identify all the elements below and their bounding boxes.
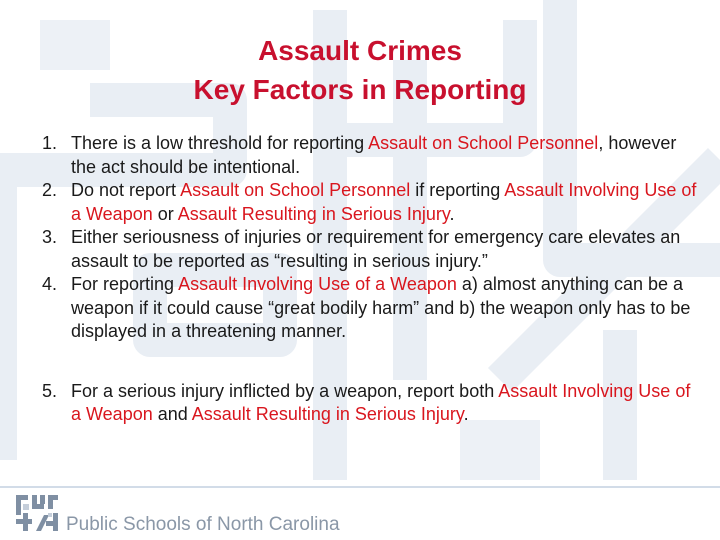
title-line-2: Key Factors in Reporting [193, 74, 527, 105]
crime-category-term: Assault Resulting in Serious Injury [177, 203, 450, 224]
list-item-number: 1. [42, 133, 58, 153]
key-factors-list [42, 132, 702, 427]
nc-public-schools-logo-icon [14, 493, 60, 533]
list-item-text: . [463, 404, 469, 424]
list-item-text: There is a low threshold for reporting [71, 133, 369, 153]
list-item-text: Do not report [71, 180, 181, 200]
list-item-number: 4. [42, 274, 58, 294]
title-line-1: Assault Crimes [258, 35, 462, 66]
list-item-text: if reporting [410, 180, 505, 200]
list-item-text: and [152, 404, 192, 424]
list-item [42, 132, 702, 179]
footer-divider [0, 486, 720, 488]
footer-org-name: Public Schools of North Carolina [66, 514, 340, 535]
crime-category-term: Assault on School Personnel [368, 133, 599, 153]
crime-category-term: Assault on School Personnel [180, 180, 411, 200]
list-item-text: or [152, 203, 178, 224]
list-item-number: 3. [42, 227, 58, 247]
list-item-text: , however the act should be intentional. [71, 133, 677, 177]
list-item-text: a) almost anything can be a weapon if it could cause “great bodily harm” and b) the weapon only has to be displayed in a threatening manner. [71, 274, 691, 341]
list-item-text: For a serious injury inflicted by a weapon, report both [71, 380, 499, 401]
list-item-text: Either seriousness of injuries or requirement for emergency care elevates an assault to be reported as “resulting in serious injury.” [71, 227, 681, 271]
crime-category-term: Assault Involving Use of a Weapon [71, 180, 697, 224]
list-item [42, 380, 702, 427]
list-item [42, 179, 702, 226]
list-item [42, 273, 702, 344]
list-item-number: 5. [42, 380, 58, 401]
crime-category-term: Assault Resulting in Serious Injury [191, 404, 464, 424]
list-item [42, 226, 702, 273]
list-item-number: 2. [42, 180, 58, 200]
crime-category-term: Assault Involving Use of a Weapon [178, 274, 457, 294]
slide-title [0, 31, 720, 109]
crime-category-term: Assault Involving Use of a Weapon [71, 380, 691, 424]
list-item-text: For reporting [71, 274, 179, 294]
list-item-text: . [449, 203, 455, 224]
